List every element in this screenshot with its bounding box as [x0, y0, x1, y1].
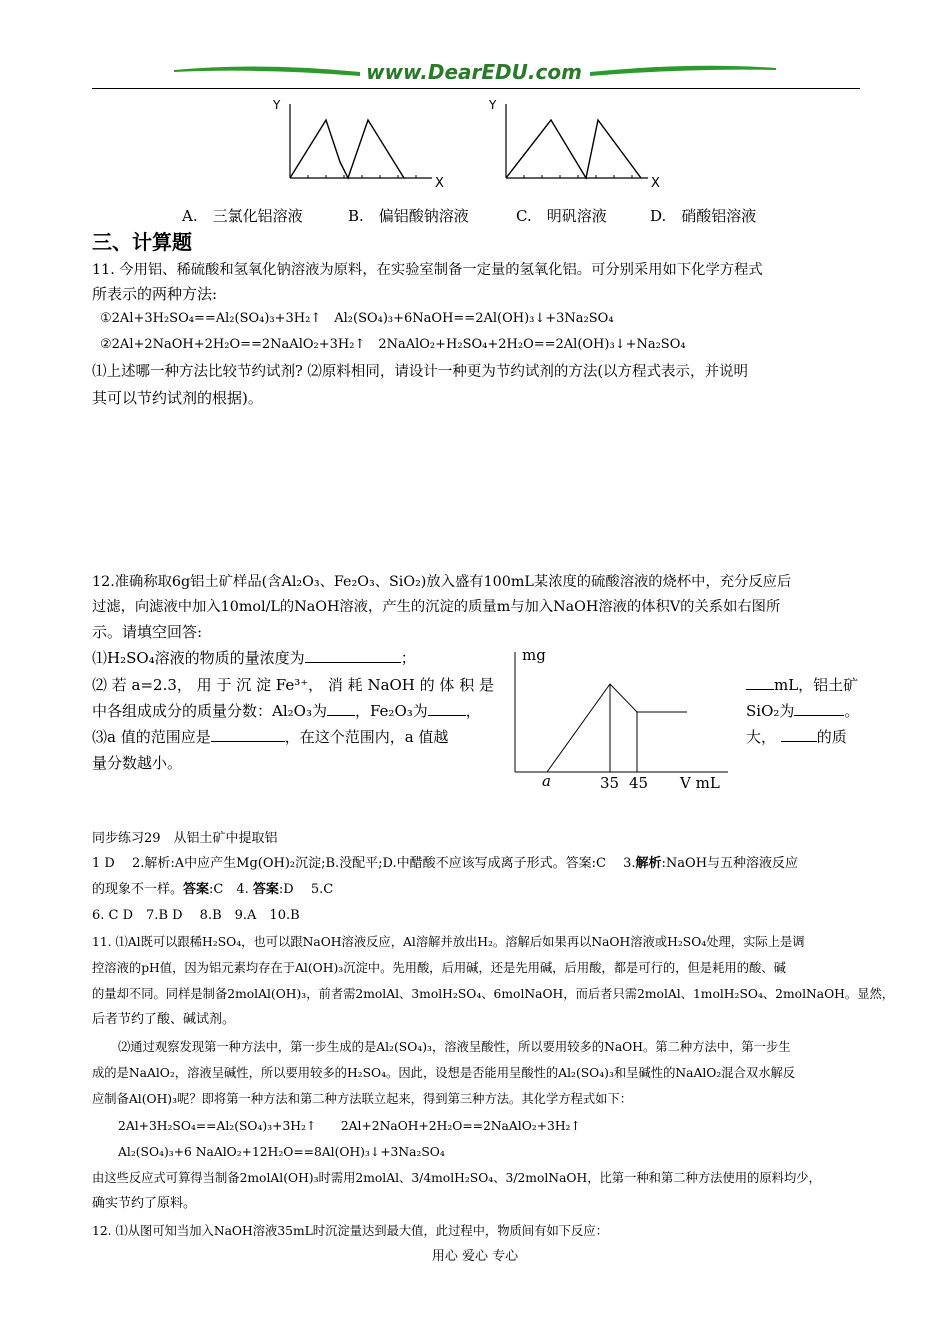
q11-method1: ①2Al+3H₂SO₄==Al₂(SO₄)₃+3H₂↑ Al₂(SO₄)₃+6NaOH==2Al(OH)₃↓+3Na₂SO₄ [100, 311, 614, 326]
fig-right-x-label: X [651, 176, 660, 191]
option-a: A. 三氯化铝溶液 [182, 207, 303, 225]
answers-l2-bold1: 答案 [183, 882, 210, 897]
q12-blank-fe2o3[interactable] [428, 701, 466, 716]
answers-l1-text: 1 D 2.解析:A中应产生Mg(OH)₂沉淀;B.没配平;D.中醋酸不应该写成离子形式。答案:C 3. [92, 856, 636, 871]
answers-l1-bold: 解析 [635, 856, 662, 871]
q12-part3-right [746, 725, 847, 749]
header-banner [170, 58, 780, 88]
header-site[interactable]: www.DearEDU.com [366, 60, 582, 84]
answers-title: 同步练习29 从铝土矿中提取铝 [92, 831, 278, 846]
q12-blank-al2o3[interactable] [327, 701, 355, 716]
figure-right [488, 98, 678, 193]
q11-ask1: ⑴上述哪一种方法比较节约试剂? ⑵原料相同，请设计一种更为节约试剂的方法(以方程式表示，并说明 [92, 364, 749, 380]
answers-l2-text: 的现象不一样。 [92, 882, 184, 897]
answers-l14: 确实节约了原料。 [92, 1196, 197, 1211]
answers-l2 [92, 877, 333, 903]
q12-blank-a-range[interactable] [211, 727, 285, 742]
q12-graph-tick-35: 35 [600, 774, 620, 792]
answers-l4: 11. ⑴Al既可以跟稀H₂SO₄，也可以跟NaOH溶液反应，Al溶解并放出H₂。溶解后如果再以NaOH溶液或H₂SO₄处理，实际上是调 [92, 935, 805, 949]
q12-line2: 过滤，向滤液中加入10mol/L的NaOH溶液，产生的沉淀的质量m与加入NaOH溶液的体积V的关系如右图所 [92, 599, 781, 615]
answers-l10: 应制备Al(OH)₃呢？即将第一种方法和第二种方法联立起来，得到第三种方法。其化学方程式如下： [92, 1092, 633, 1106]
q12-part2a-right-text: mL，铝土矿 [774, 676, 859, 694]
fig-left-y-label: Y [273, 98, 281, 112]
answers-l7: 后者节约了酸、碱试剂。 [92, 1012, 236, 1027]
option-b: B. 偏铝酸钠溶液 [348, 207, 469, 225]
answers-l5: 控溶液的pH值，因为铝元素均存在于Al(OH)₃沉淀中。先用酸，后用碱，还是先用碱，后用酸，都是可行的，但是耗用的酸、碱 [92, 961, 786, 975]
q12-part3 [92, 725, 448, 749]
footer: 用心 爱心 专心 [431, 1249, 519, 1264]
q12-blank-concentration[interactable] [305, 648, 401, 663]
q11-line2: 所表示的两种方法: [92, 285, 218, 303]
q12-graph-x-label: V mL [680, 774, 720, 792]
fig-left-curve [290, 120, 404, 178]
q12-blank-component[interactable] [781, 727, 817, 742]
q12-part2b-mid: ，Fe₂O₃为 [354, 702, 428, 720]
q12-part3-mid: ，在这个范围内，a 值越 [284, 728, 449, 746]
q12-part1 [92, 646, 416, 670]
q12-part2a: ⑵ 若 a=2.3， 用 于 沉 淀 Fe³⁺， 消 耗 NaOH 的 体 积 是 [92, 676, 494, 694]
q12-part3-right-end: 的质 [816, 728, 847, 746]
fig-right-curve [506, 120, 641, 178]
fig-right-y-label: Y [489, 98, 497, 112]
q12-part1-end: ； [400, 649, 416, 667]
figure-left [272, 98, 462, 193]
q12-line3: 示。请填空回答: [92, 623, 203, 641]
q12-part2a-right [746, 673, 858, 697]
answers-l1-right: :NaOH与五种溶液反应 [661, 856, 799, 871]
q12-part4: 量分数越小。 [92, 754, 183, 772]
answers-l2-right: :D 5.C [278, 882, 334, 897]
answers-l6: 的量却不同。同样是制备2molAl(OH)₃，前者需2molAl、3molH₂SO₄、6molNaOH，而后者只需2molAl、1molH₂SO₄、2molNaOH。显然， [92, 987, 895, 1001]
q12-part2b-right [746, 699, 859, 723]
section-title: 三、计算题 [92, 230, 192, 254]
q12-part1-text: ⑴H₂SO₄溶液的物质的量浓度为 [92, 649, 305, 667]
answers-l11: 2Al+3H₂SO₄==Al₂(SO₄)₃+3H₂↑ 2Al+2NaOH+2H₂O==2NaAlO₂+3H₂↑ [118, 1119, 581, 1133]
answers-l2-bold2: 答案 [252, 882, 279, 897]
q12-part3-right-text: 大， [746, 728, 777, 746]
answers-l15: 12. ⑴从图可知当加入NaOH溶液35mL时沉淀量达到最大值，此过程中，物质间有如下反应： [92, 1224, 608, 1238]
q12-graph-tick-45: 45 [629, 774, 649, 792]
answers-l13: 由这些反应式可算得当制备2molAl(OH)₃时需用2molAl、3/4molH₂SO₄、3/2molNaOH，比第一种和第二种方法使用的原料均少， [92, 1171, 821, 1185]
answers-l12: Al₂(SO₄)₃+6 NaAlO₂+12H₂O==8Al(OH)₃↓+3Na₂SO₄ [118, 1145, 445, 1159]
q12-graph-y-label: mg [522, 646, 546, 664]
q12-part2b [92, 699, 481, 723]
answers-l3: 6. C D 7.B D 8.B 9.A 10.B [92, 908, 300, 923]
q11-method2: ②2Al+2NaOH+2H₂O==2NaAlO₂+3H₂↑ 2NaAlO₂+H₂SO₄+2H₂O==2Al(OH)₃↓+Na₂SO₄ [100, 337, 686, 352]
option-c: C. 明矾溶液 [516, 207, 607, 225]
q11-line1: 11. 今用铝、稀硫酸和氢氧化钠溶液为原料，在实验室制备一定量的氢氧化铝。可分别采用如下化学方程式 [92, 262, 763, 278]
header-rule [92, 88, 860, 89]
fig-left-x-label: X [435, 176, 444, 191]
q12-part2b-right-text: SiO₂为 [746, 702, 795, 720]
q12-part2b-text: 中各组成成分的质量分数：Al₂O₃为 [92, 702, 327, 720]
answers-l1 [92, 851, 798, 877]
q12-graph [500, 642, 740, 802]
q12-graph-a-label: a [542, 772, 551, 790]
q12-part2b-end: ， [465, 702, 481, 720]
q11-ask2: 其可以节约试剂的根据)。 [92, 389, 263, 407]
q12-part2b-right-end: 。 [844, 702, 860, 720]
answers-l2-mid: :C 4. [209, 882, 253, 897]
option-d: D. 硝酸铝溶液 [650, 207, 757, 225]
answers-l9: 成的是NaAlO₂，溶液呈碱性，所以要用较多的H₂SO₄。因此，设想是否能用呈酸性的Al₂(SO₄)₃和呈碱性的NaAlO₂混合双水解反 [92, 1066, 796, 1080]
q12-blank-sio2[interactable] [794, 701, 844, 716]
answers-l8: ⑵通过观察发现第一种方法中，第一步生成的是Al₂(SO₄)₃，溶液呈酸性，所以要用较多的NaOH。第二种方法中，第一步生 [118, 1040, 791, 1054]
q12-part3-text: ⑶a 值的范围应是 [92, 728, 211, 746]
q12-blank-fe-volume[interactable] [746, 675, 774, 690]
q12-graph-curve [547, 684, 687, 772]
q12-line1: 12.准确称取6g铝土矿样品(含Al₂O₃、Fe₂O₃、SiO₂)放入盛有100mL某浓度的硫酸溶液的烧杯中，充分反应后 [92, 574, 792, 590]
